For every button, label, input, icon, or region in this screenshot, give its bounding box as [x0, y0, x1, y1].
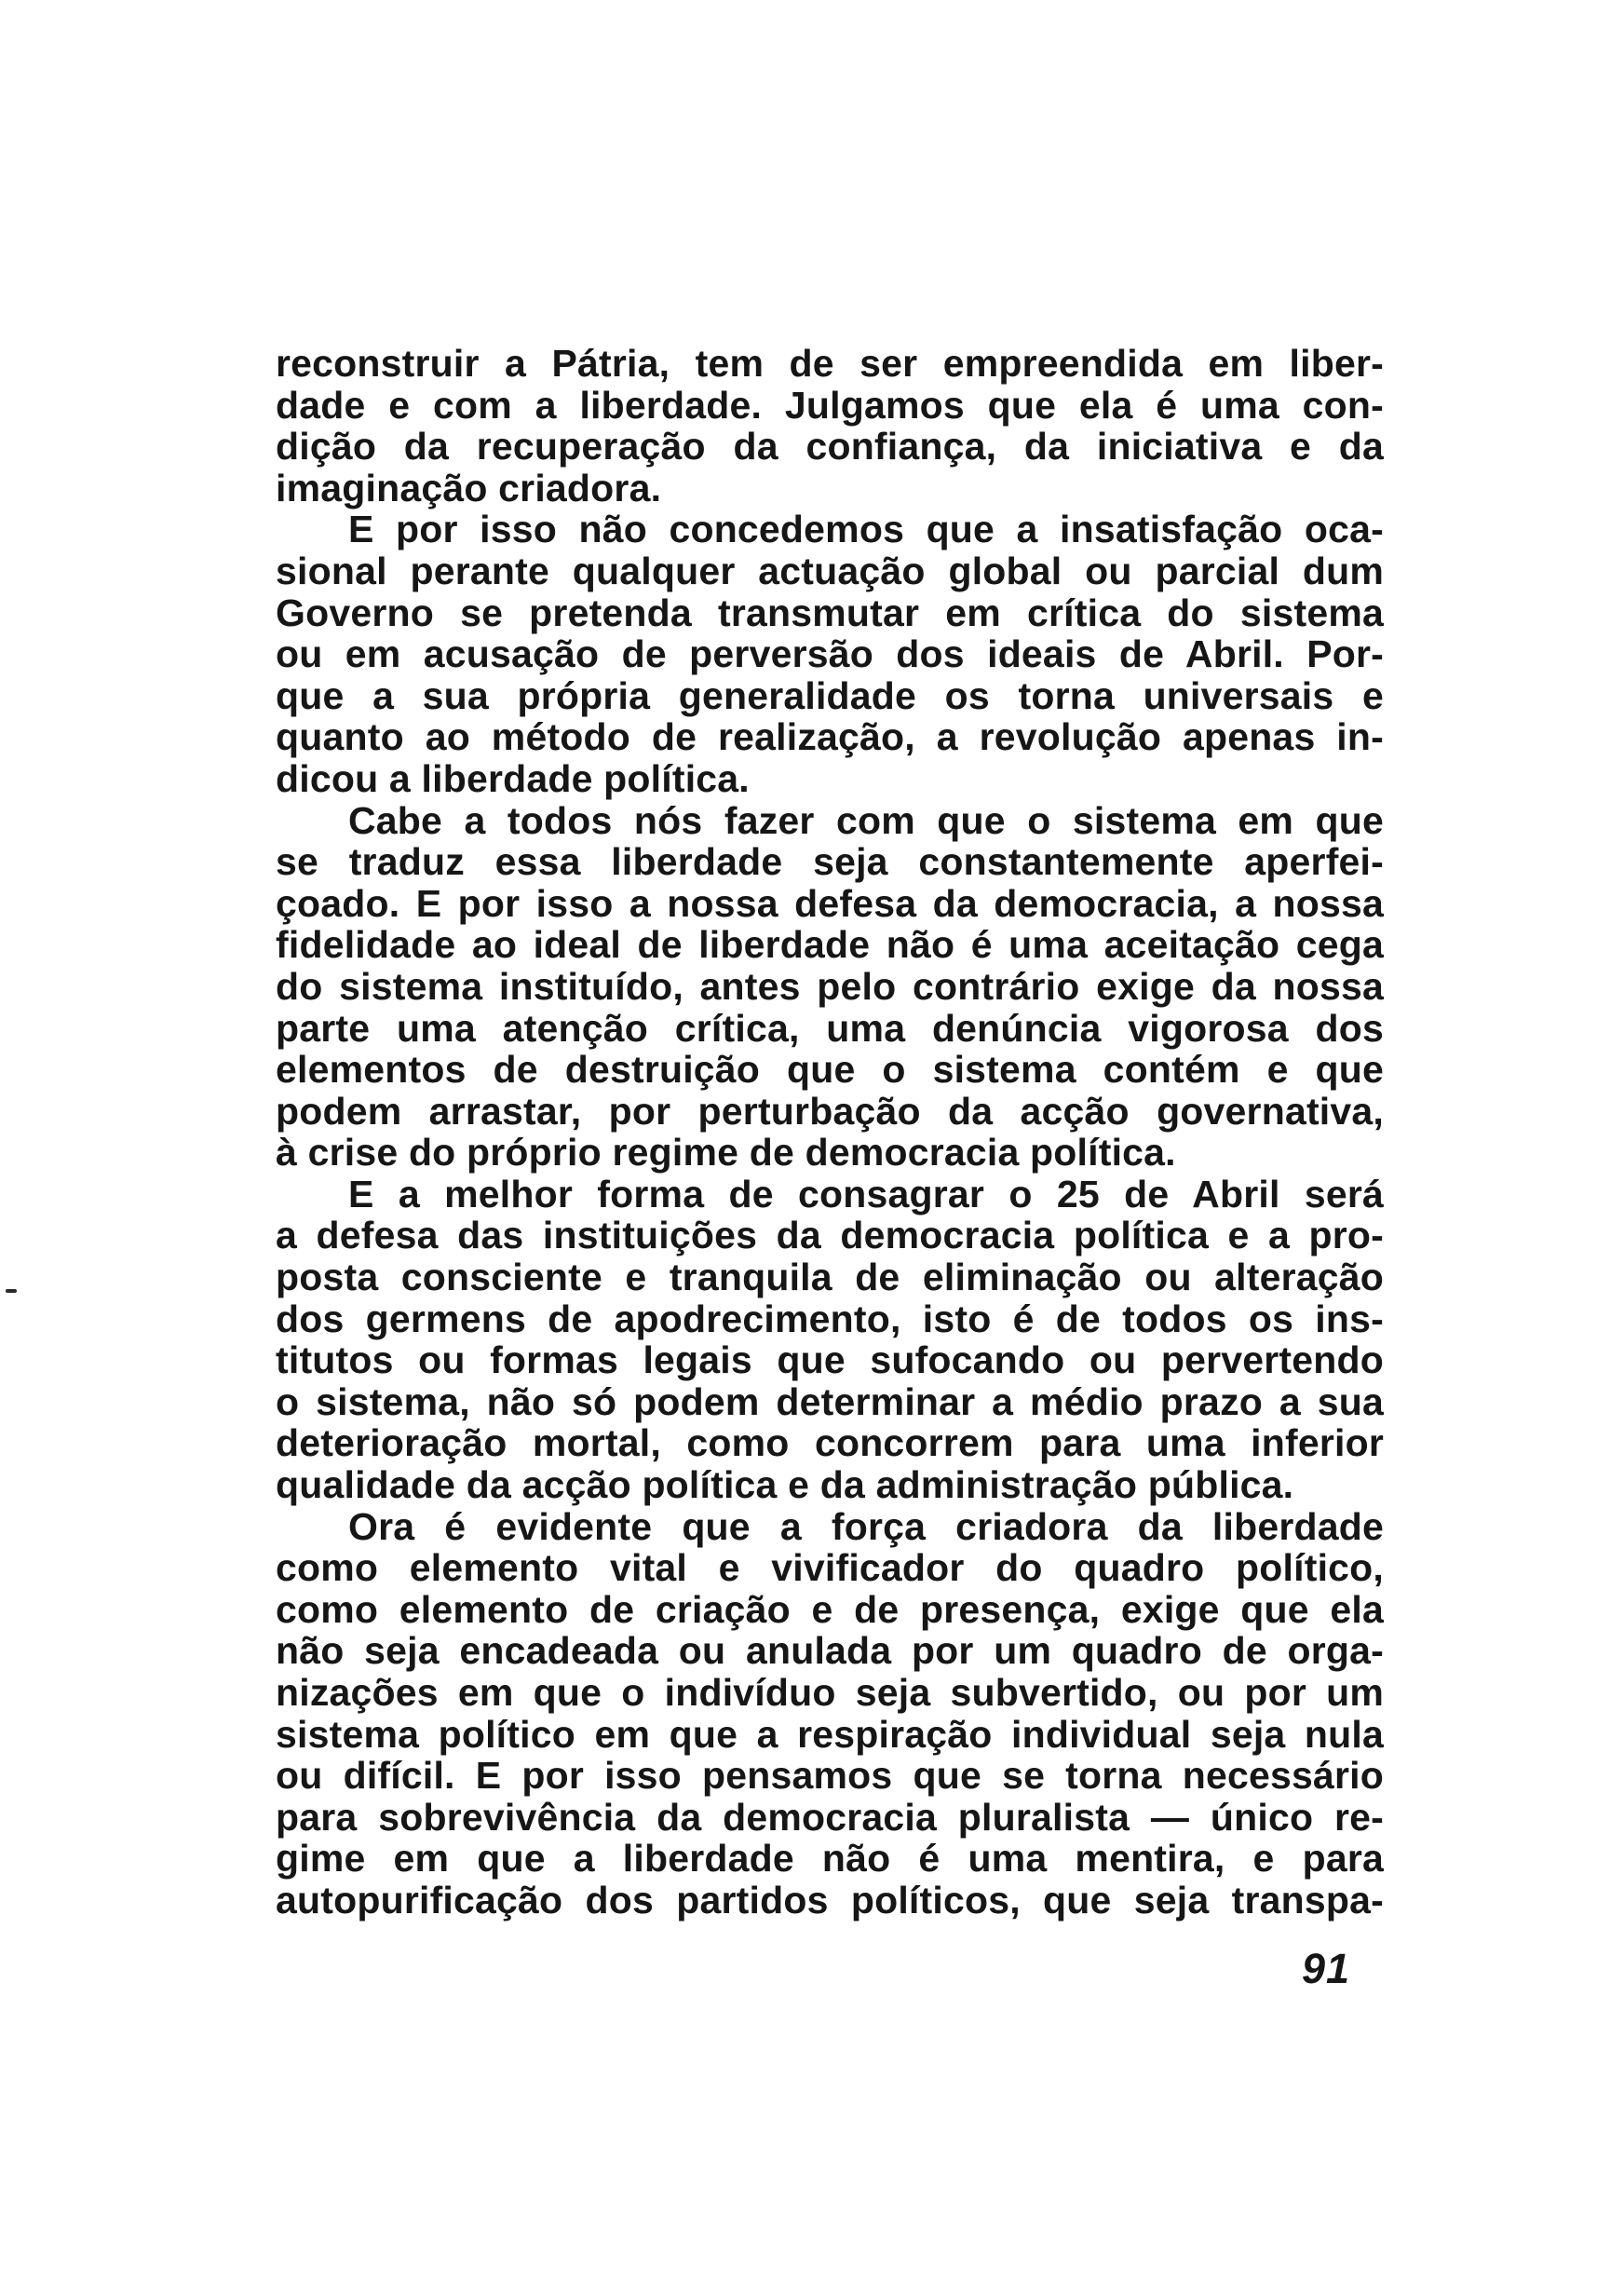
text-block	[276, 343, 1384, 1922]
text-line: Governo se pretenda transmutar em crítica do sistema	[276, 591, 1384, 634]
text-line: como elemento de criação e de presença, exige que ela	[276, 1587, 1384, 1631]
text-line: titutos ou formas legais que sufocando ou pervertendo	[276, 1338, 1384, 1382]
text-line: sistema político em que a respiração individual seja nula	[276, 1712, 1384, 1756]
text-line: çoado. E por isso a nossa defesa da democracia, a nossa	[276, 881, 1384, 925]
text-line: posta consciente e tranquila de eliminação ou alteração	[276, 1256, 1384, 1299]
text-line: Cabe a todos nós fazer com que o sistema em que	[348, 798, 1384, 842]
text-line: a defesa das instituições da democracia política e a pro-	[276, 1214, 1384, 1257]
text-line: imaginação criadora.	[276, 466, 662, 509]
text-line: sional perante qualquer actuação global ou parcial dum	[276, 549, 1384, 592]
text-line: se traduz essa liberdade seja constantemente aperfei-	[276, 840, 1384, 884]
text-line: ou difícil. E por isso pensamos que se torna necessário	[276, 1754, 1384, 1798]
text-line: como elemento vital e vivificador do quadro político,	[276, 1546, 1384, 1590]
text-line: Ora é evidente que a força criadora da liberdade	[348, 1504, 1384, 1548]
text-line: quanto ao método de realização, a revolução apenas in-	[276, 715, 1384, 759]
text-line: ou em acusação de perversão dos ideais de Abril. Por-	[276, 632, 1384, 676]
text-line: E por isso não concedemos que a insatisfação oca-	[348, 508, 1384, 551]
text-line: reconstruir a Pátria, tem de ser empreendida em liber-	[276, 342, 1384, 385]
text-line: dição da recuperação da confiança, da iniciativa e da	[276, 425, 1384, 469]
text-line: dos germens de apodrecimento, isto é de todos os ins-	[276, 1297, 1384, 1340]
text-line: do sistema instituído, antes pelo contrário exige da nossa	[276, 964, 1384, 1008]
text-line: E a melhor forma de consagrar o 25 de Abril será	[348, 1172, 1384, 1215]
text-line: parte uma atenção crítica, uma denúncia vigorosa dos	[276, 1006, 1384, 1050]
text-line: para sobrevivência da democracia pluralista — único re-	[276, 1795, 1384, 1839]
text-line: dicou a liberdade política.	[276, 756, 750, 800]
text-line: deterioração mortal, como concorrem para uma inferior	[276, 1421, 1384, 1465]
text-line: gime em que a liberdade não é uma mentira, e para	[276, 1837, 1384, 1881]
text-line: o sistema, não só podem determinar a médio prazo a sua	[276, 1379, 1384, 1423]
text-line: nizações em que o indivíduo seja subvertido, ou por um	[276, 1671, 1384, 1714]
text-line: fidelidade ao ideal de liberdade não é uma aceitação cega	[276, 923, 1384, 967]
text-line: à crise do próprio regime de democracia política.	[276, 1131, 1176, 1175]
page-number: 91	[1302, 1945, 1351, 1992]
text-line: elementos de destruição que o sistema contém e que	[276, 1048, 1384, 1092]
text-line: qualidade da acção política e da administração pública.	[276, 1463, 1294, 1507]
text-line: autopurificação dos partidos políticos, que seja transpa-	[276, 1878, 1384, 1922]
text-line: podem arrastar, por perturbação da acção governativa,	[276, 1089, 1384, 1133]
text-line: dade e com a liberdade. Julgamos que ela é uma con-	[276, 383, 1384, 427]
scan-artifact-speck	[6, 1289, 17, 1293]
text-line: que a sua própria generalidade os torna universais e	[276, 673, 1384, 717]
text-line: não seja encadeada ou anulada por um quadro de orga-	[276, 1629, 1384, 1673]
